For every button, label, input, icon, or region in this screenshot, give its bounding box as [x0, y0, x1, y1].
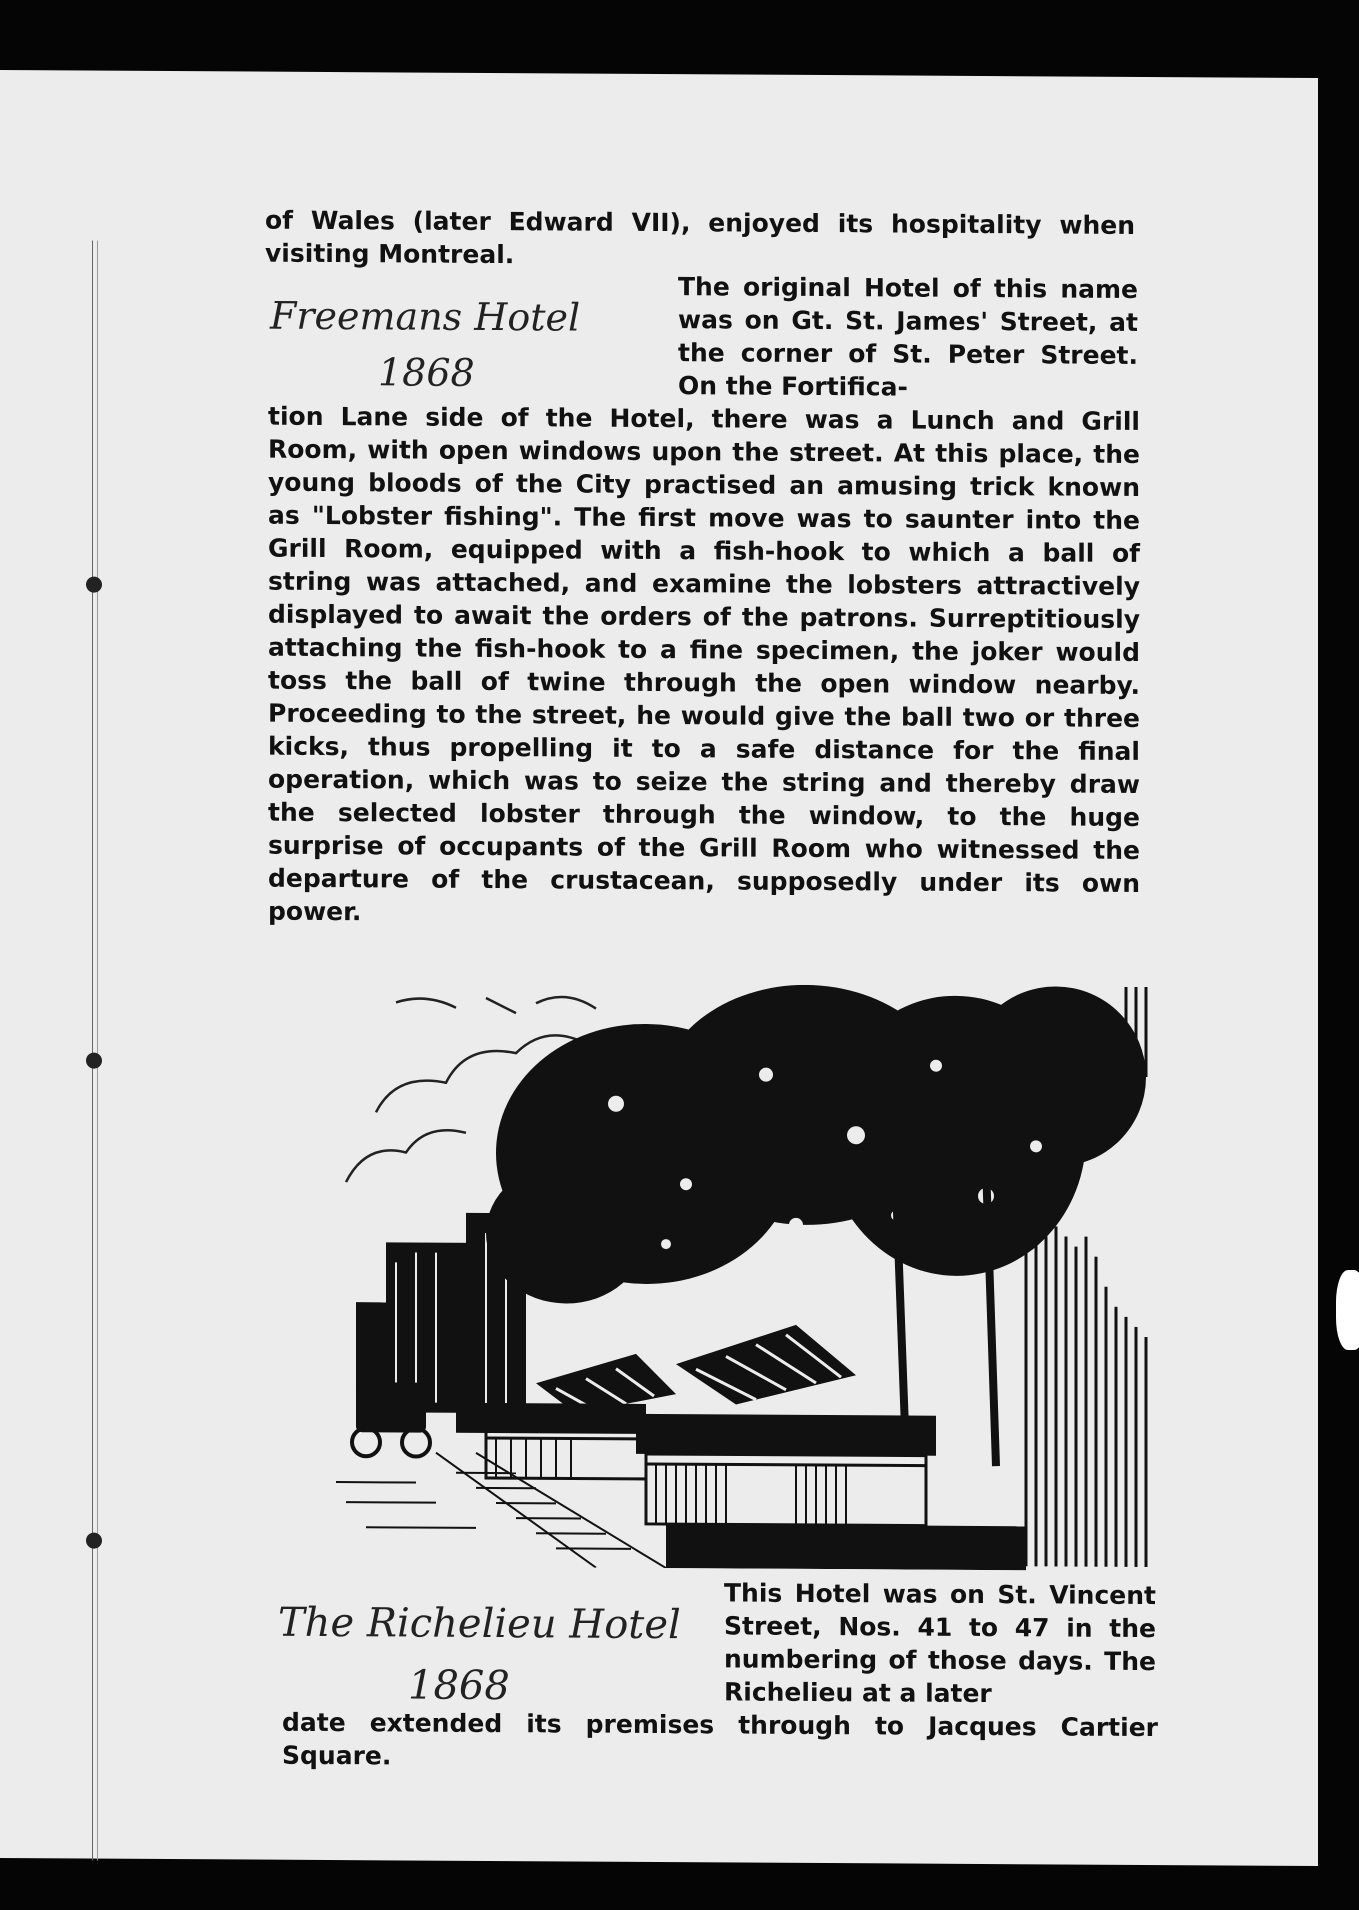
scan-artifact [1336, 1270, 1359, 1350]
book-page [0, 70, 1318, 1866]
binding-gutter [92, 241, 98, 1861]
richelieu-side-paragraph: This Hotel was on St. Vincent Street, Nos. 41 to 47 in the numbering of those days. The Richelieu at a later [724, 1578, 1156, 1709]
binding-stitch [86, 1053, 102, 1069]
street-illustration [336, 982, 1156, 1571]
richelieu-hotel-year: 1868 [408, 1662, 510, 1710]
freemans-hotel-title: Freemans Hotel [270, 293, 581, 340]
intro-paragraph: of Wales (later Edward VII), enjoyed its hospitality when visiting Montreal. [265, 205, 1135, 270]
freemans-body-paragraph: tion Lane side of the Hotel, there was a Lunch and Grill Room, with open windows upon the street. At this place, the young bloods of the City practised an amusing trick known as "Lobster fishing". The first move was to saunter into the Grill Room, equipped with a fish-hook to which a ball of string was attached, and examine the lobsters attractively displayed to await the orders of the patrons. Surreptitiously attaching the fish-hook to a fine specimen, the joker would toss the ball of twine through the open window nearby. Proceeding to the street, he would give the ball two or three kicks, thus propelling it to a safe distance for the final operation, which was to seize the string and thereby draw the selected lobster through the window, to the huge surprise of occupants of the Grill Room who witnessed the departure of the crustacean, supposedly under its own power. [268, 401, 1140, 927]
richelieu-body-paragraph: date extended its premises through to Jacques Cartier Square. [282, 1707, 1158, 1771]
richelieu-hotel-title: The Richelieu Hotel [278, 1599, 681, 1649]
binding-stitch [86, 1533, 102, 1549]
freemans-hotel-year: 1868 [378, 350, 475, 395]
binding-stitch [86, 577, 102, 593]
freemans-side-paragraph: The original Hotel of this name was on Gt. St. James' Street, at the corner of St. Peter Street. On the Fortifica- [678, 272, 1138, 402]
